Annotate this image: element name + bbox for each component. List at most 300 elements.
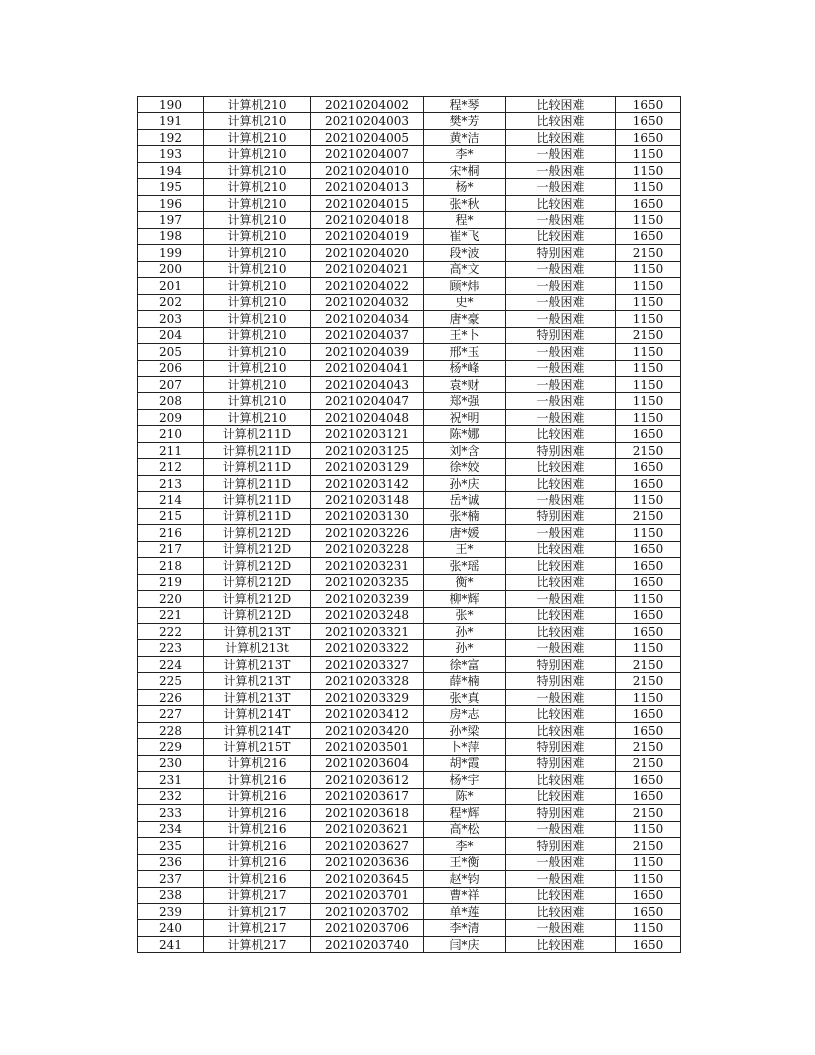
student-name-cell: 高*文 <box>424 261 506 277</box>
table-row <box>138 871 681 887</box>
student-name-cell: 祝*明 <box>424 409 506 425</box>
class-cell: 计算机210 <box>204 311 311 327</box>
row-index-cell: 237 <box>138 871 204 887</box>
difficulty-level-cell: 比较困难 <box>506 903 616 919</box>
table-row <box>138 920 681 936</box>
difficulty-level-cell: 一般困难 <box>506 294 616 310</box>
class-cell: 计算机214T <box>204 722 311 738</box>
class-cell: 计算机210 <box>204 344 311 360</box>
table-row <box>138 772 681 788</box>
difficulty-level-cell: 特别困难 <box>506 656 616 672</box>
student-name-cell: 段*波 <box>424 245 506 261</box>
student-id-cell: 20210204047 <box>311 393 424 409</box>
amount-cell: 1650 <box>616 228 681 244</box>
class-cell: 计算机217 <box>204 903 311 919</box>
difficulty-level-cell: 一般困难 <box>506 376 616 392</box>
table-row <box>138 146 681 162</box>
amount-cell: 1650 <box>616 772 681 788</box>
amount-cell: 1150 <box>616 261 681 277</box>
row-index-cell: 208 <box>138 393 204 409</box>
student-id-cell: 20210203148 <box>311 492 424 508</box>
class-cell: 计算机210 <box>204 327 311 343</box>
amount-cell: 1650 <box>616 113 681 129</box>
row-index-cell: 233 <box>138 805 204 821</box>
difficulty-level-cell: 比较困难 <box>506 426 616 442</box>
row-index-cell: 213 <box>138 475 204 491</box>
table-row <box>138 311 681 327</box>
student-id-cell: 20210203329 <box>311 689 424 705</box>
difficulty-level-cell: 一般困难 <box>506 689 616 705</box>
amount-cell: 1150 <box>616 360 681 376</box>
student-name-cell: 房*志 <box>424 706 506 722</box>
difficulty-level-cell: 比较困难 <box>506 607 616 623</box>
row-index-cell: 195 <box>138 179 204 195</box>
amount-cell: 1650 <box>616 706 681 722</box>
student-id-cell: 20210203501 <box>311 739 424 755</box>
table-row <box>138 854 681 870</box>
row-index-cell: 240 <box>138 920 204 936</box>
student-name-cell: 唐*媛 <box>424 525 506 541</box>
class-cell: 计算机210 <box>204 261 311 277</box>
difficulty-level-cell: 比较困难 <box>506 113 616 129</box>
student-name-cell: 柳*辉 <box>424 591 506 607</box>
student-id-cell: 20210203627 <box>311 838 424 854</box>
difficulty-level-cell: 比较困难 <box>506 475 616 491</box>
difficulty-level-cell: 一般困难 <box>506 525 616 541</box>
table-row <box>138 656 681 672</box>
amount-cell: 2150 <box>616 327 681 343</box>
student-id-cell: 20210203618 <box>311 805 424 821</box>
row-index-cell: 200 <box>138 261 204 277</box>
row-index-cell: 232 <box>138 788 204 804</box>
amount-cell: 2150 <box>616 805 681 821</box>
student-name-cell: 陈* <box>424 788 506 804</box>
table-row <box>138 113 681 129</box>
class-cell: 计算机211D <box>204 508 311 524</box>
student-name-cell: 张*秋 <box>424 195 506 211</box>
table-row <box>138 212 681 228</box>
table-row <box>138 195 681 211</box>
student-name-cell: 李* <box>424 838 506 854</box>
amount-cell: 1650 <box>616 903 681 919</box>
difficulty-level-cell: 比较困难 <box>506 574 616 590</box>
amount-cell: 1650 <box>616 574 681 590</box>
table-row <box>138 393 681 409</box>
row-index-cell: 229 <box>138 739 204 755</box>
student-name-cell: 张*真 <box>424 689 506 705</box>
difficulty-level-cell: 比较困难 <box>506 558 616 574</box>
student-id-cell: 20210203235 <box>311 574 424 590</box>
student-id-cell: 20210203231 <box>311 558 424 574</box>
amount-cell: 1650 <box>616 624 681 640</box>
class-cell: 计算机210 <box>204 393 311 409</box>
class-cell: 计算机210 <box>204 278 311 294</box>
student-id-cell: 20210203604 <box>311 755 424 771</box>
student-name-cell: 程* <box>424 212 506 228</box>
amount-cell: 1150 <box>616 311 681 327</box>
row-index-cell: 215 <box>138 508 204 524</box>
class-cell: 计算机216 <box>204 805 311 821</box>
class-cell: 计算机210 <box>204 146 311 162</box>
table-row <box>138 409 681 425</box>
difficulty-level-cell: 比较困难 <box>506 788 616 804</box>
student-id-cell: 20210203248 <box>311 607 424 623</box>
table-row <box>138 887 681 903</box>
row-index-cell: 199 <box>138 245 204 261</box>
table-row <box>138 97 681 113</box>
row-index-cell: 190 <box>138 97 204 113</box>
student-id-cell: 20210204003 <box>311 113 424 129</box>
row-index-cell: 220 <box>138 591 204 607</box>
table-row <box>138 294 681 310</box>
difficulty-level-cell: 比较困难 <box>506 772 616 788</box>
student-id-cell: 20210203130 <box>311 508 424 524</box>
table-row <box>138 525 681 541</box>
table-row <box>138 739 681 755</box>
amount-cell: 1650 <box>616 722 681 738</box>
student-name-cell: 唐*豪 <box>424 311 506 327</box>
table-row <box>138 129 681 145</box>
amount-cell: 1150 <box>616 278 681 294</box>
class-cell: 计算机210 <box>204 179 311 195</box>
table-row <box>138 261 681 277</box>
class-cell: 计算机216 <box>204 854 311 870</box>
table-row <box>138 689 681 705</box>
student-name-cell: 徐*姣 <box>424 459 506 475</box>
class-cell: 计算机217 <box>204 936 311 952</box>
student-id-cell: 20210203621 <box>311 821 424 837</box>
table-row <box>138 574 681 590</box>
difficulty-level-cell: 特别困难 <box>506 805 616 821</box>
row-index-cell: 204 <box>138 327 204 343</box>
amount-cell: 2150 <box>616 656 681 672</box>
row-index-cell: 202 <box>138 294 204 310</box>
amount-cell: 1150 <box>616 409 681 425</box>
student-id-cell: 20210204013 <box>311 179 424 195</box>
amount-cell: 1650 <box>616 607 681 623</box>
table-row <box>138 558 681 574</box>
student-id-cell: 20210204010 <box>311 162 424 178</box>
difficulty-level-cell: 一般困难 <box>506 591 616 607</box>
row-index-cell: 231 <box>138 772 204 788</box>
row-index-cell: 234 <box>138 821 204 837</box>
student-id-cell: 20210203636 <box>311 854 424 870</box>
student-id-cell: 20210203412 <box>311 706 424 722</box>
difficulty-level-cell: 一般困难 <box>506 393 616 409</box>
student-id-cell: 20210203706 <box>311 920 424 936</box>
student-name-cell: 程*琴 <box>424 97 506 113</box>
difficulty-level-cell: 特别困难 <box>506 673 616 689</box>
table-row <box>138 344 681 360</box>
student-id-cell: 20210204005 <box>311 129 424 145</box>
student-id-cell: 20210204020 <box>311 245 424 261</box>
row-index-cell: 239 <box>138 903 204 919</box>
row-index-cell: 194 <box>138 162 204 178</box>
row-index-cell: 219 <box>138 574 204 590</box>
difficulty-level-cell: 一般困难 <box>506 162 616 178</box>
row-index-cell: 217 <box>138 541 204 557</box>
difficulty-level-cell: 特别困难 <box>506 838 616 854</box>
table-row <box>138 805 681 821</box>
student-id-cell: 20210204022 <box>311 278 424 294</box>
table-body <box>138 97 681 953</box>
amount-cell: 1150 <box>616 344 681 360</box>
amount-cell: 2150 <box>616 508 681 524</box>
table-row <box>138 442 681 458</box>
class-cell: 计算机211D <box>204 459 311 475</box>
table-row <box>138 591 681 607</box>
row-index-cell: 226 <box>138 689 204 705</box>
student-id-cell: 20210204037 <box>311 327 424 343</box>
difficulty-level-cell: 特别困难 <box>506 739 616 755</box>
student-name-cell: 王* <box>424 541 506 557</box>
class-cell: 计算机217 <box>204 920 311 936</box>
student-name-cell: 衡* <box>424 574 506 590</box>
class-cell: 计算机216 <box>204 772 311 788</box>
amount-cell: 1150 <box>616 294 681 310</box>
class-cell: 计算机216 <box>204 755 311 771</box>
student-name-cell: 郑*强 <box>424 393 506 409</box>
student-name-cell: 史* <box>424 294 506 310</box>
difficulty-level-cell: 特别困难 <box>506 755 616 771</box>
amount-cell: 1650 <box>616 129 681 145</box>
row-index-cell: 203 <box>138 311 204 327</box>
student-id-cell: 20210204048 <box>311 409 424 425</box>
table-row <box>138 838 681 854</box>
row-index-cell: 201 <box>138 278 204 294</box>
amount-cell: 1150 <box>616 525 681 541</box>
student-name-cell: 王*卜 <box>424 327 506 343</box>
amount-cell: 2150 <box>616 739 681 755</box>
student-name-cell: 王*衡 <box>424 854 506 870</box>
table-row <box>138 245 681 261</box>
table-row <box>138 936 681 952</box>
class-cell: 计算机215T <box>204 739 311 755</box>
row-index-cell: 196 <box>138 195 204 211</box>
class-cell: 计算机213T <box>204 673 311 689</box>
student-name-cell: 岳*诚 <box>424 492 506 508</box>
row-index-cell: 235 <box>138 838 204 854</box>
amount-cell: 1650 <box>616 459 681 475</box>
difficulty-level-cell: 特别困难 <box>506 442 616 458</box>
class-cell: 计算机216 <box>204 838 311 854</box>
table-row <box>138 722 681 738</box>
student-id-cell: 20210204021 <box>311 261 424 277</box>
student-id-cell: 20210204041 <box>311 360 424 376</box>
student-name-cell: 孙* <box>424 624 506 640</box>
student-id-cell: 20210203228 <box>311 541 424 557</box>
amount-cell: 2150 <box>616 673 681 689</box>
student-name-cell: 胡*霞 <box>424 755 506 771</box>
student-id-cell: 20210204043 <box>311 376 424 392</box>
amount-cell: 2150 <box>616 838 681 854</box>
table-row <box>138 278 681 294</box>
student-name-cell: 张*瑶 <box>424 558 506 574</box>
amount-cell: 1150 <box>616 591 681 607</box>
student-name-cell: 邢*玉 <box>424 344 506 360</box>
table-row <box>138 607 681 623</box>
difficulty-level-cell: 一般困难 <box>506 278 616 294</box>
class-cell: 计算机210 <box>204 162 311 178</box>
class-cell: 计算机214T <box>204 706 311 722</box>
amount-cell: 1150 <box>616 821 681 837</box>
student-id-cell: 20210203645 <box>311 871 424 887</box>
student-name-cell: 崔*飞 <box>424 228 506 244</box>
difficulty-level-cell: 比较困难 <box>506 195 616 211</box>
student-name-cell: 卜*萍 <box>424 739 506 755</box>
class-cell: 计算机212D <box>204 591 311 607</box>
student-name-cell: 樊*芳 <box>424 113 506 129</box>
row-index-cell: 224 <box>138 656 204 672</box>
table-row <box>138 475 681 491</box>
difficulty-level-cell: 特别困难 <box>506 508 616 524</box>
amount-cell: 1150 <box>616 376 681 392</box>
student-name-cell: 薛*楠 <box>424 673 506 689</box>
difficulty-level-cell: 特别困难 <box>506 327 616 343</box>
amount-cell: 1650 <box>616 195 681 211</box>
student-name-cell: 李*清 <box>424 920 506 936</box>
class-cell: 计算机212D <box>204 525 311 541</box>
class-cell: 计算机210 <box>204 129 311 145</box>
row-index-cell: 236 <box>138 854 204 870</box>
amount-cell: 1150 <box>616 146 681 162</box>
student-name-cell: 单*莲 <box>424 903 506 919</box>
student-id-cell: 20210203125 <box>311 442 424 458</box>
difficulty-level-cell: 比较困难 <box>506 887 616 903</box>
table-row <box>138 640 681 656</box>
amount-cell: 1650 <box>616 475 681 491</box>
amount-cell: 1650 <box>616 97 681 113</box>
class-cell: 计算机210 <box>204 245 311 261</box>
class-cell: 计算机212D <box>204 574 311 590</box>
difficulty-level-cell: 一般困难 <box>506 854 616 870</box>
student-id-cell: 20210204015 <box>311 195 424 211</box>
table-row <box>138 508 681 524</box>
class-cell: 计算机210 <box>204 228 311 244</box>
table-row <box>138 162 681 178</box>
amount-cell: 2150 <box>616 245 681 261</box>
student-name-cell: 孙* <box>424 640 506 656</box>
table-row <box>138 426 681 442</box>
amount-cell: 1650 <box>616 936 681 952</box>
student-id-cell: 20210204039 <box>311 344 424 360</box>
amount-cell: 1150 <box>616 179 681 195</box>
class-cell: 计算机210 <box>204 360 311 376</box>
class-cell: 计算机210 <box>204 294 311 310</box>
table-row <box>138 755 681 771</box>
amount-cell: 1650 <box>616 541 681 557</box>
data-table <box>137 96 681 953</box>
student-name-cell: 陈*娜 <box>424 426 506 442</box>
table-row <box>138 492 681 508</box>
student-id-cell: 20210203142 <box>311 475 424 491</box>
class-cell: 计算机210 <box>204 195 311 211</box>
student-name-cell: 程*辉 <box>424 805 506 821</box>
row-index-cell: 230 <box>138 755 204 771</box>
row-index-cell: 218 <box>138 558 204 574</box>
table-row <box>138 673 681 689</box>
difficulty-level-cell: 一般困难 <box>506 821 616 837</box>
difficulty-level-cell: 一般困难 <box>506 871 616 887</box>
student-name-cell: 黄*洁 <box>424 129 506 145</box>
amount-cell: 1150 <box>616 492 681 508</box>
student-id-cell: 20210204007 <box>311 146 424 162</box>
student-name-cell: 宋*桐 <box>424 162 506 178</box>
student-id-cell: 20210203617 <box>311 788 424 804</box>
student-id-cell: 20210203321 <box>311 624 424 640</box>
row-index-cell: 225 <box>138 673 204 689</box>
student-name-cell: 杨*宇 <box>424 772 506 788</box>
student-name-cell: 顾*炜 <box>424 278 506 294</box>
class-cell: 计算机216 <box>204 821 311 837</box>
difficulty-level-cell: 一般困难 <box>506 261 616 277</box>
difficulty-level-cell: 比较困难 <box>506 624 616 640</box>
class-cell: 计算机213t <box>204 640 311 656</box>
row-index-cell: 211 <box>138 442 204 458</box>
class-cell: 计算机211D <box>204 492 311 508</box>
student-name-cell: 刘*含 <box>424 442 506 458</box>
amount-cell: 1150 <box>616 871 681 887</box>
row-index-cell: 221 <box>138 607 204 623</box>
table-row <box>138 179 681 195</box>
difficulty-level-cell: 比较困难 <box>506 722 616 738</box>
difficulty-level-cell: 比较困难 <box>506 129 616 145</box>
amount-cell: 1650 <box>616 788 681 804</box>
student-name-cell: 高*松 <box>424 821 506 837</box>
difficulty-level-cell: 比较困难 <box>506 228 616 244</box>
student-name-cell: 张* <box>424 607 506 623</box>
difficulty-level-cell: 一般困难 <box>506 360 616 376</box>
class-cell: 计算机212D <box>204 607 311 623</box>
row-index-cell: 206 <box>138 360 204 376</box>
difficulty-level-cell: 一般困难 <box>506 146 616 162</box>
difficulty-level-cell: 一般困难 <box>506 409 616 425</box>
amount-cell: 1150 <box>616 162 681 178</box>
table-row <box>138 624 681 640</box>
class-cell: 计算机210 <box>204 212 311 228</box>
class-cell: 计算机213T <box>204 689 311 705</box>
row-index-cell: 214 <box>138 492 204 508</box>
difficulty-level-cell: 一般困难 <box>506 179 616 195</box>
class-cell: 计算机210 <box>204 113 311 129</box>
table-row <box>138 821 681 837</box>
difficulty-level-cell: 特别困难 <box>506 245 616 261</box>
table-row <box>138 327 681 343</box>
class-cell: 计算机216 <box>204 788 311 804</box>
difficulty-level-cell: 一般困难 <box>506 640 616 656</box>
difficulty-level-cell: 一般困难 <box>506 311 616 327</box>
difficulty-level-cell: 比较困难 <box>506 936 616 952</box>
class-cell: 计算机212D <box>204 558 311 574</box>
row-index-cell: 223 <box>138 640 204 656</box>
class-cell: 计算机210 <box>204 409 311 425</box>
student-name-cell: 闫*庆 <box>424 936 506 952</box>
student-id-cell: 20210203328 <box>311 673 424 689</box>
student-name-cell: 袁*财 <box>424 376 506 392</box>
table-row <box>138 706 681 722</box>
student-id-cell: 20210204034 <box>311 311 424 327</box>
difficulty-level-cell: 一般困难 <box>506 344 616 360</box>
class-cell: 计算机217 <box>204 887 311 903</box>
table-row <box>138 360 681 376</box>
difficulty-level-cell: 一般困难 <box>506 212 616 228</box>
student-id-cell: 20210204002 <box>311 97 424 113</box>
class-cell: 计算机210 <box>204 97 311 113</box>
student-id-cell: 20210203327 <box>311 656 424 672</box>
student-id-cell: 20210204019 <box>311 228 424 244</box>
class-cell: 计算机210 <box>204 376 311 392</box>
row-index-cell: 198 <box>138 228 204 244</box>
